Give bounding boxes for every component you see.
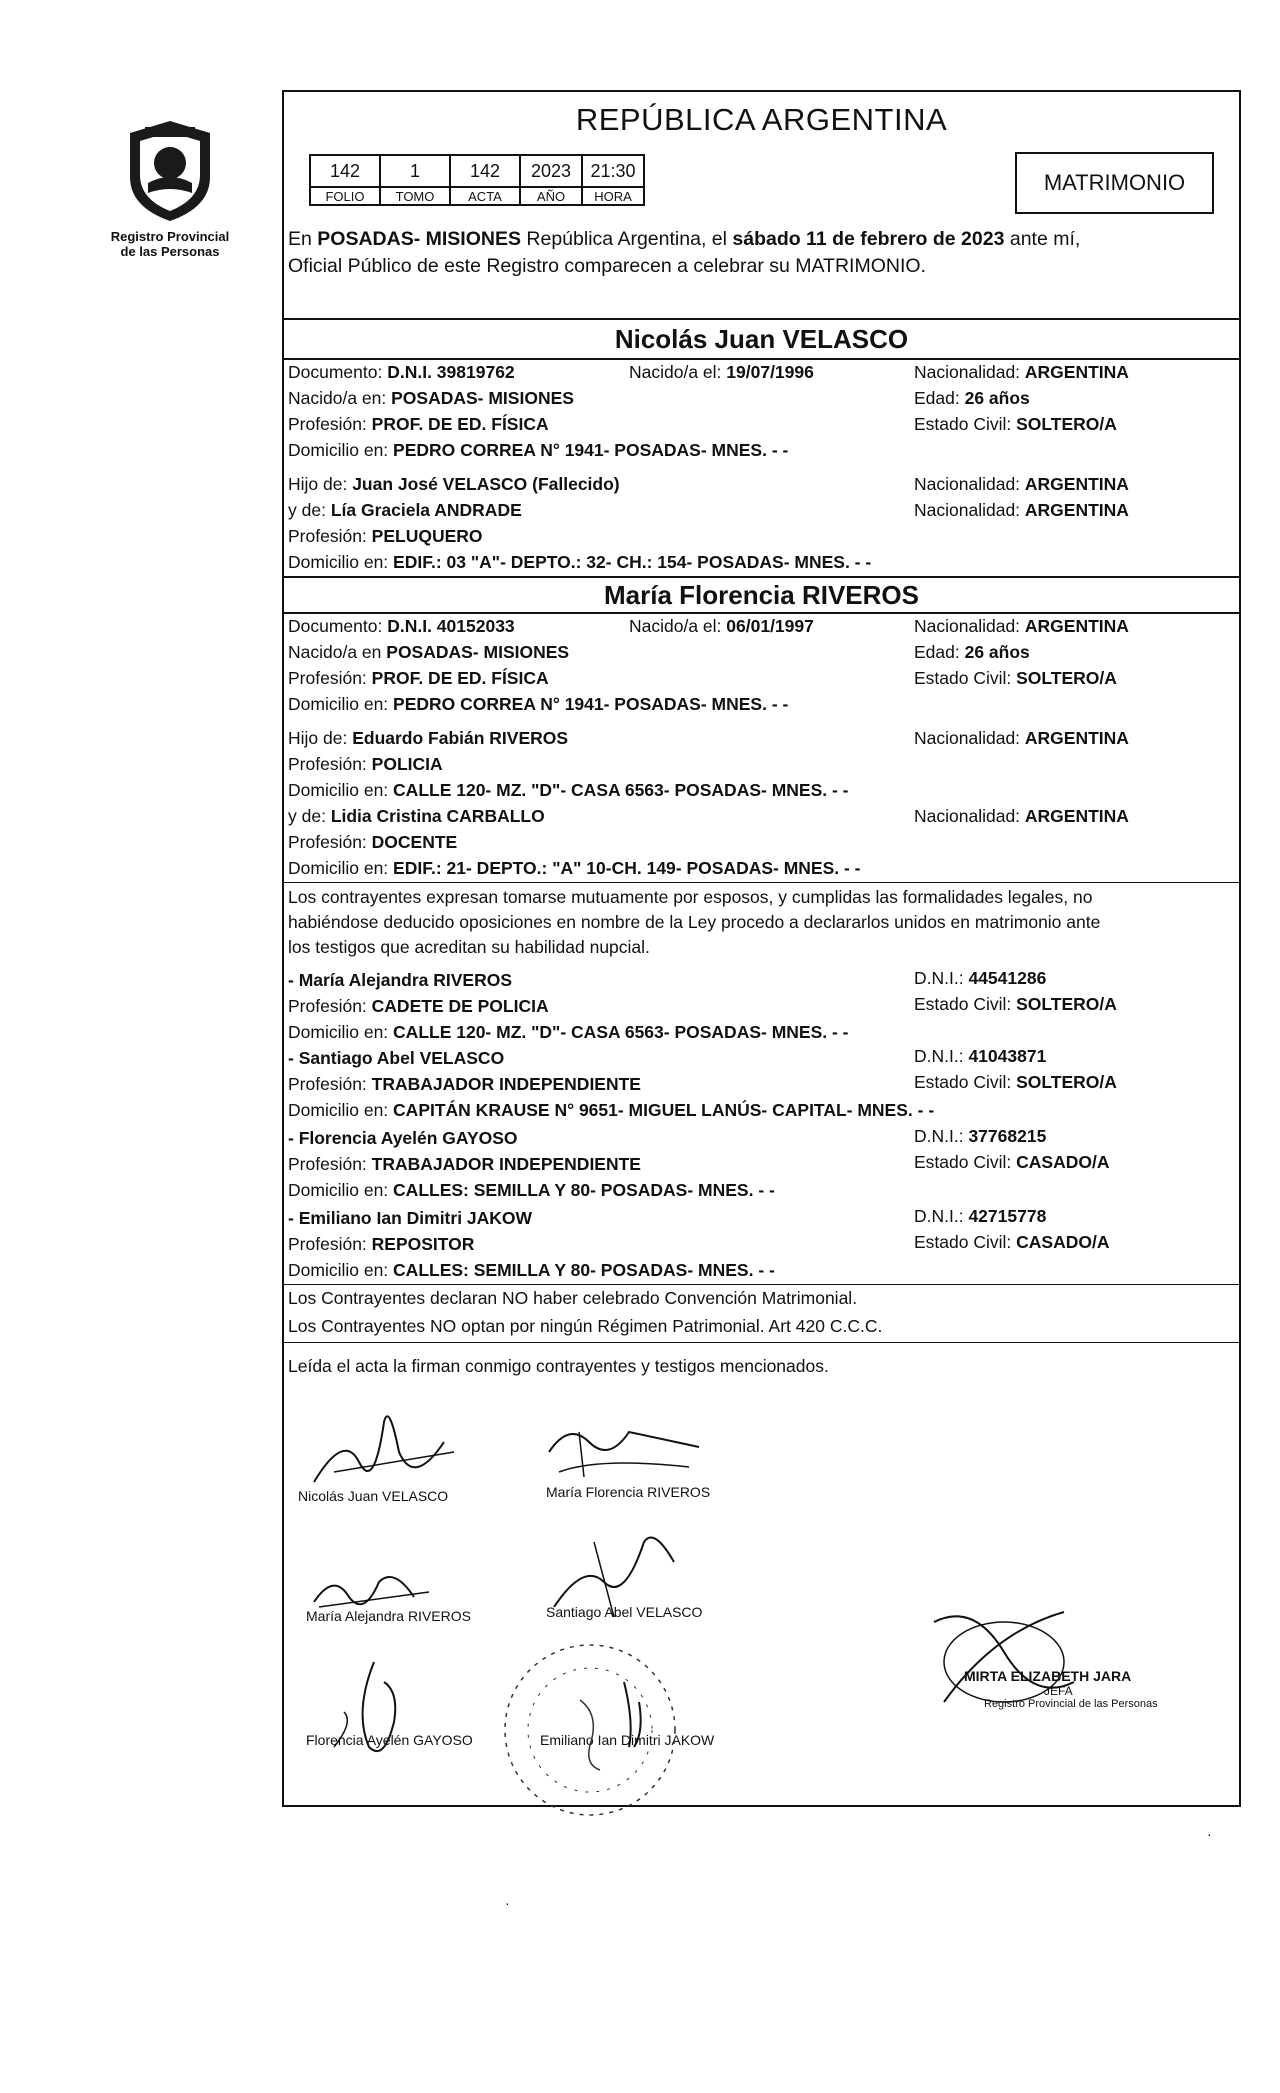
acta-label: ACTA <box>450 187 520 205</box>
registry-logo <box>100 115 240 275</box>
divider <box>284 358 1239 360</box>
witness2-civil-status: Estado Civil: SOLTERO/A <box>914 1072 1117 1092</box>
witness1-civil-status: Estado Civil: SOLTERO/A <box>914 994 1117 1014</box>
spouse2-born-in: Nacido/a en POSADAS- MISIONES <box>288 642 570 662</box>
spouse2-profession: Profesión: PROF. DE ED. FÍSICA <box>288 668 549 688</box>
spouse2-name: María Florencia RIVEROS <box>604 580 919 610</box>
logo-caption: Registro Provincial de las Personas <box>110 229 230 259</box>
intro-paragraph: En POSADAS- MISIONES República Argentina, el sábado 11 de febrero de 2023 ante mí, Oficial Público de este Registro comparecen a celebrar su MATRIMONIO. <box>288 228 1081 277</box>
signature-label-spouse1: Nicolás Juan VELASCO <box>298 1488 449 1504</box>
spouse2-father-profession: Profesión: POLICIA <box>288 754 443 774</box>
witness3-name: - Florencia Ayelén GAYOSO <box>288 1128 518 1148</box>
declaration-paragraph: Los contrayentes expresan tomarse mutuamente por esposos, y cumplidas las formalidades legales, no habiéndose deducido oposiciones en nombre de la Ley procedo a declararlos unidos en matrimonio ante los testigos que acreditan su habilidad nupcial. <box>288 887 1101 957</box>
spouse2-nationality: Nacionalidad: ARGENTINA <box>914 616 1129 636</box>
acta-value: 142 <box>450 155 520 187</box>
signature-spouse1 <box>304 1392 474 1497</box>
divider <box>284 612 1239 614</box>
spouse1-name: Nicolás Juan VELASCO <box>614 324 909 354</box>
certificate-frame <box>282 90 1241 1807</box>
signature-label-witness1: María Alejandra RIVEROS <box>306 1608 471 1624</box>
spouse1-address: Domicilio en: PEDRO CORREA N° 1941- POSADAS- MNES. - - <box>288 440 789 460</box>
spouse1-born-in: Nacido/a en: POSADAS- MISIONES <box>288 388 574 408</box>
witness4-address: Domicilio en: CALLES: SEMILLA Y 80- POSADAS- MNES. - - <box>288 1260 775 1280</box>
spouse1-mother: y de: Lía Graciela ANDRADE <box>288 500 522 520</box>
spouse2-civil-status: Estado Civil: SOLTERO/A <box>914 668 1117 688</box>
spouse1-nationality: Nacionalidad: ARGENTINA <box>914 362 1129 382</box>
spouse2-mother-profession: Profesión: DOCENTE <box>288 832 458 852</box>
spouse1-father-nationality: Nacionalidad: ARGENTINA <box>914 474 1129 494</box>
spouse1-parent-profession: Profesión: PELUQUERO <box>288 526 483 546</box>
witness3-address: Domicilio en: CALLES: SEMILLA Y 80- POSADAS- MNES. - - <box>288 1180 775 1200</box>
spouse2-mother-address: Domicilio en: EDIF.: 21- DEPTO.: "A" 10-CH. 149- POSADAS- MNES. - - <box>288 858 861 878</box>
anio-value: 2023 <box>520 155 582 187</box>
spouse2-mother: y de: Lidia Cristina CARBALLO <box>288 806 545 826</box>
spouse2-address: Domicilio en: PEDRO CORREA N° 1941- POSADAS- MNES. - - <box>288 694 789 714</box>
folio-value: 142 <box>310 155 380 187</box>
witness1-profession: Profesión: CADETE DE POLICIA <box>288 996 549 1016</box>
witness3-civil-status: Estado Civil: CASADO/A <box>914 1152 1110 1172</box>
shield-emblem-icon <box>115 115 225 225</box>
spouse1-mother-nationality: Nacionalidad: ARGENTINA <box>914 500 1129 520</box>
country-title: REPÚBLICA ARGENTINA <box>575 102 948 137</box>
spouse1-father: Hijo de: Juan José VELASCO (Fallecido) <box>288 474 620 494</box>
witness3-dni: D.N.I.: 37768215 <box>914 1126 1047 1146</box>
divider <box>284 882 1239 883</box>
folio-label: FOLIO <box>310 187 380 205</box>
spouse1-civil-status: Estado Civil: SOLTERO/A <box>914 414 1117 434</box>
closing-text: Leída el acta la firman conmigo contrayentes y testigos mencionados. <box>288 1356 829 1376</box>
official-name: MIRTA ELIZABETH JARA <box>964 1668 1132 1684</box>
signature-official <box>914 1592 1094 1732</box>
regime-line1: Los Contrayentes declaran NO haber celebrado Convención Matrimonial. <box>288 1288 858 1308</box>
margin-mark: · <box>1207 1826 1212 1842</box>
witness2-dni: D.N.I.: 41043871 <box>914 1046 1047 1066</box>
spouse2-father-nationality: Nacionalidad: ARGENTINA <box>914 728 1129 748</box>
spouse2-document: Documento: D.N.I. 40152033 <box>288 616 515 636</box>
official-office: Registro Provincial de las Personas <box>984 1698 1158 1710</box>
witness4-dni: D.N.I.: 42715778 <box>914 1206 1047 1226</box>
spouse1-born-on: Nacido/a el: 19/07/1996 <box>629 362 814 382</box>
witness4-name: - Emiliano Ian Dimitri JAKOW <box>288 1208 533 1228</box>
witness2-profession: Profesión: TRABAJADOR INDEPENDIENTE <box>288 1074 641 1094</box>
witness1-address: Domicilio en: CALLE 120- MZ. "D"- CASA 6563- POSADAS- MNES. - - <box>288 1022 849 1042</box>
official-title: JEFA <box>1044 1684 1073 1698</box>
record-type-box: MATRIMONIO <box>1015 152 1214 214</box>
divider <box>284 1284 1239 1285</box>
spouse1-age: Edad: 26 años <box>914 388 1030 408</box>
spouse1-parent-address: Domicilio en: EDIF.: 03 "A"- DEPTO.: 32- CH.: 154- POSADAS- MNES. - - <box>288 552 872 572</box>
witness3-profession: Profesión: TRABAJADOR INDEPENDIENTE <box>288 1154 641 1174</box>
divider <box>284 576 1239 578</box>
witness4-profession: Profesión: REPOSITOR <box>288 1234 475 1254</box>
signature-label-witness4: Emiliano Ian Dimitri JAKOW <box>540 1732 715 1748</box>
witness2-address: Domicilio en: CAPITÁN KRAUSE N° 9651- MIGUEL LANÚS- CAPITAL- MNES. - - <box>288 1100 935 1120</box>
divider <box>284 318 1239 320</box>
record-header-table <box>309 154 645 206</box>
signature-label-witness3: Florencia Ayelén GAYOSO <box>306 1732 473 1748</box>
regime-line2: Los Contrayentes NO optan por ningún Régimen Patrimonial. Art 420 C.C.C. <box>288 1316 883 1336</box>
witness2-name: - Santiago Abel VELASCO <box>288 1048 505 1068</box>
spouse1-profession: Profesión: PROF. DE ED. FÍSICA <box>288 414 549 434</box>
signature-label-spouse2: María Florencia RIVEROS <box>546 1484 711 1500</box>
anio-label: AÑO <box>520 187 582 205</box>
spouse2-father: Hijo de: Eduardo Fabián RIVEROS <box>288 728 569 748</box>
spouse1-document: Documento: D.N.I. 39819762 <box>288 362 515 382</box>
divider <box>284 1342 1239 1343</box>
hora-label: HORA <box>582 187 644 205</box>
tomo-value: 1 <box>380 155 450 187</box>
spouse2-age: Edad: 26 años <box>914 642 1030 662</box>
witness1-name: - María Alejandra RIVEROS <box>288 970 512 990</box>
spouse2-father-address: Domicilio en: CALLE 120- MZ. "D"- CASA 6563- POSADAS- MNES. - - <box>288 780 849 800</box>
margin-mark: · <box>505 1895 510 1911</box>
spouse2-born-on: Nacido/a el: 06/01/1997 <box>629 616 814 636</box>
tomo-label: TOMO <box>380 187 450 205</box>
signature-label-witness2: Santiago Abel VELASCO <box>546 1604 703 1620</box>
witness4-civil-status: Estado Civil: CASADO/A <box>914 1232 1110 1252</box>
official-stamp <box>440 1620 680 1820</box>
spouse2-mother-nationality: Nacionalidad: ARGENTINA <box>914 806 1129 826</box>
signature-spouse2 <box>539 1402 709 1492</box>
witness1-dni: D.N.I.: 44541286 <box>914 968 1047 988</box>
hora-value: 21:30 <box>582 155 644 187</box>
